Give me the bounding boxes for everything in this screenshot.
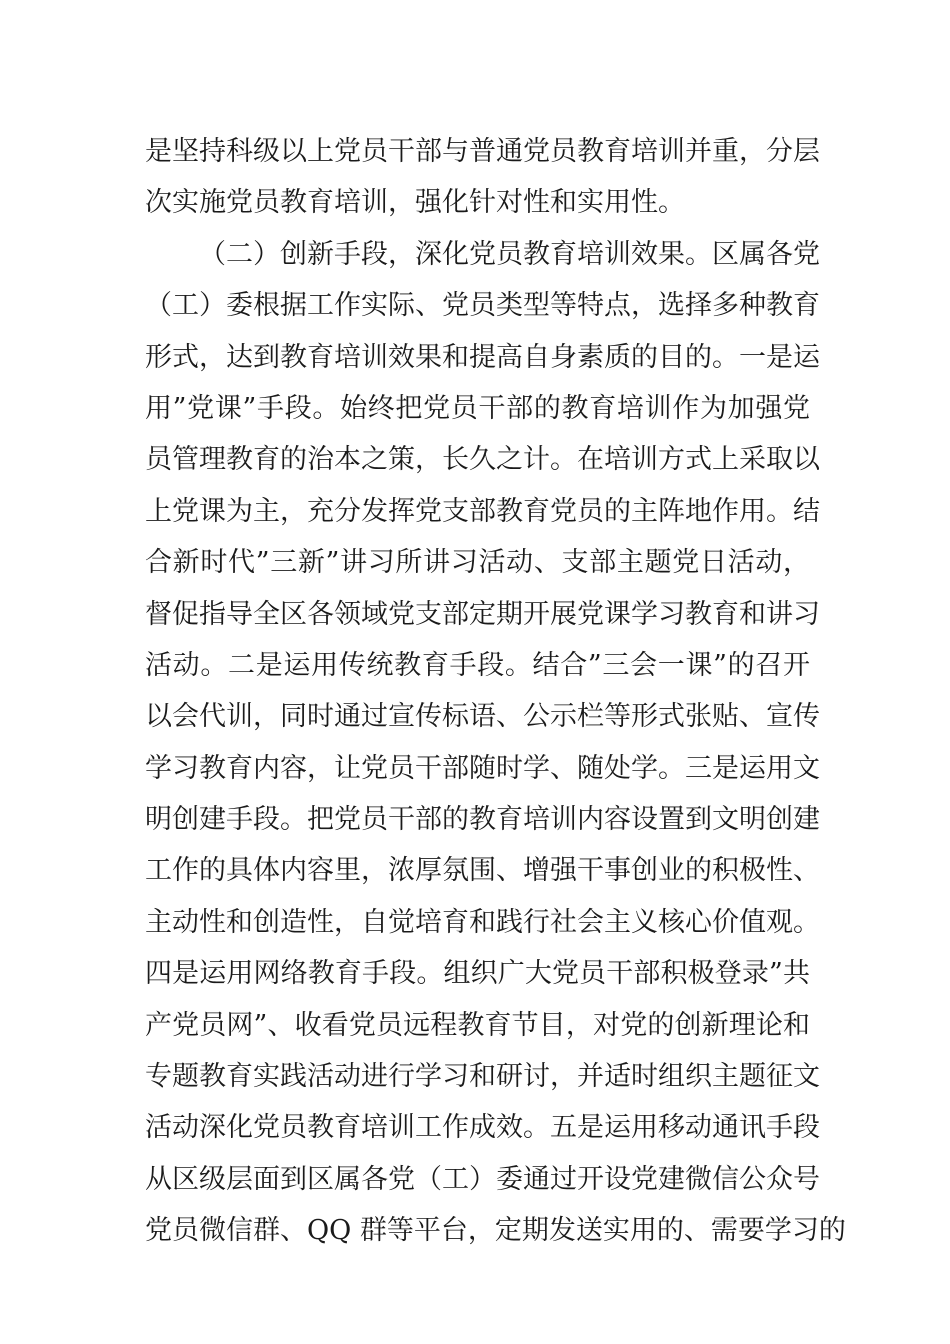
text-line: （工）委根据工作实际、党员类型等特点，选择多种教育 [145, 290, 820, 322]
text-line: 党员微信群、QQ 群等平台，定期发送实用的、需要学习的 [145, 1215, 846, 1247]
text-line: 明创建手段。把党员干部的教育培训内容设置到文明创建 [145, 804, 820, 836]
text-line: 活动深化党员教育培训工作成效。五是运用移动通讯手段 [145, 1112, 820, 1144]
body-text [145, 126, 846, 1257]
paragraph-start-line: （二）创新手段，深化党员教育培训效果。区属各党 [199, 238, 820, 270]
text-line: 专题教育实践活动进行学习和研讨，并适时组织主题征文 [145, 1061, 820, 1093]
text-line: 产党员网”、收看党员远程教育节目，对党的创新理论和 [145, 1009, 810, 1041]
text-line: 上党课为主，充分发挥党支部教育党员的主阵地作用。结 [145, 495, 820, 527]
text-line: 以会代训，同时通过宣传标语、公示栏等形式张贴、宣传 [145, 701, 820, 733]
text-line: 用”党课”手段。始终把党员干部的教育培训作为加强党 [145, 392, 810, 424]
text-line: 四是运用网络教育手段。组织广大党员干部积极登录”共 [145, 958, 810, 990]
text-line: 是坚持科级以上党员干部与普通党员教育培训并重，分层 [145, 136, 820, 167]
text-line: 从区级层面到区属各党（工）委通过开设党建微信公众号 [145, 1163, 820, 1195]
text-line: 活动。二是运用传统教育手段。结合”三会一课”的召开 [145, 649, 810, 681]
text-line: 主动性和创造性，自觉培育和践行社会主义核心价值观。 [145, 906, 820, 938]
text-line: 合新时代”三新”讲习所讲习活动、支部主题党日活动， [145, 547, 810, 579]
text-line: 形式，达到教育培训效果和提高自身素质的目的。一是运 [145, 341, 820, 373]
text-line: 督促指导全区各领域党支部定期开展党课学习教育和讲习 [145, 598, 820, 630]
text-line: 工作的具体内容里，浓厚氛围、增强干事创业的积极性、 [145, 855, 820, 887]
text-line: 员管理教育的治本之策，长久之计。在培训方式上采取以 [145, 444, 820, 476]
text-line: 次实施党员教育培训，强化针对性和实用性。 [145, 187, 685, 219]
text-line: 学习教育内容，让党员干部随时学、随处学。三是运用文 [145, 752, 820, 784]
